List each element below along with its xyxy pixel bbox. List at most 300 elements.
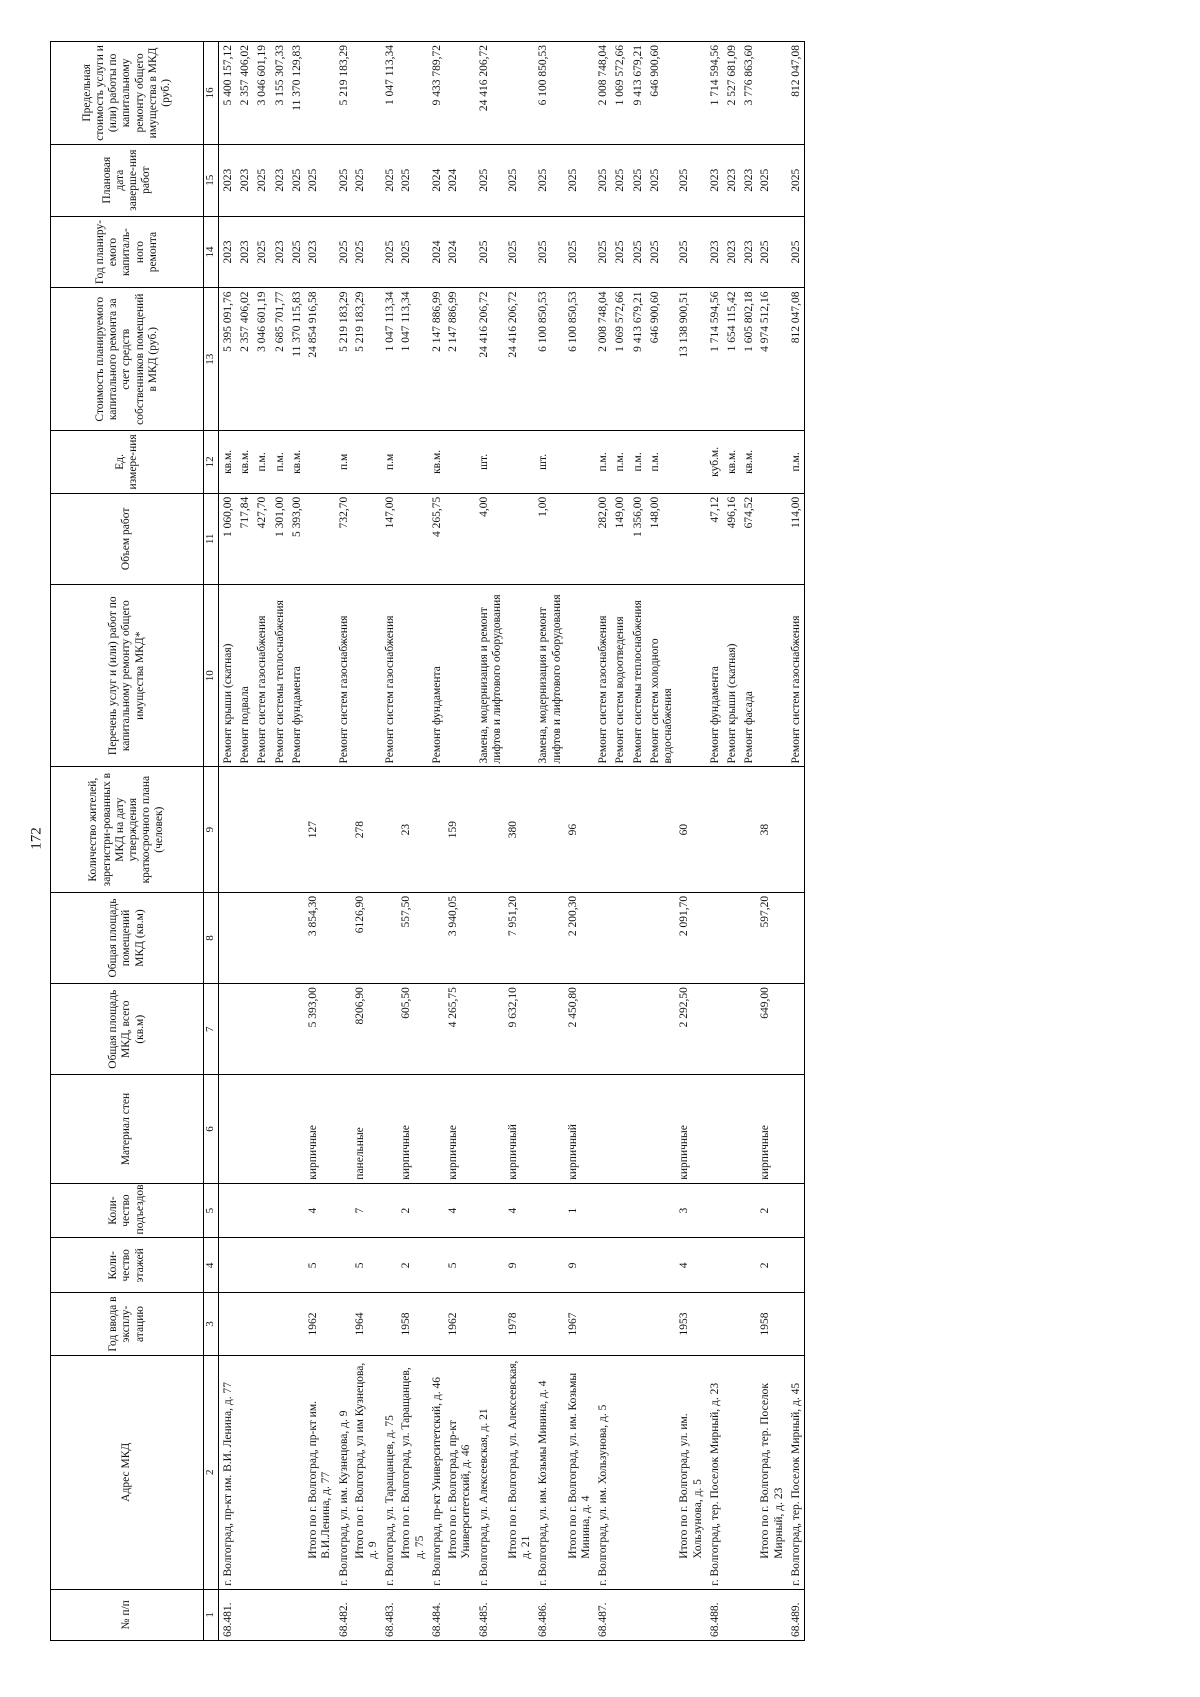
- cell-col-14: 2023: [236, 216, 253, 288]
- cell-col-6: кирпичные: [398, 1075, 427, 1183]
- cell-col-3: 1964: [352, 1293, 381, 1356]
- cell-col-13: 11 370 115,83: [288, 288, 305, 431]
- cell-col-13: 5 395 091,76: [219, 288, 237, 431]
- cell-col-16: 646 900,60: [646, 42, 676, 145]
- column-header-2: Адрес МКД: [51, 1355, 204, 1589]
- cell-col-7: [740, 984, 757, 1075]
- cell-col-4: 5: [305, 1238, 334, 1293]
- cell-col-7: 5 393,00: [305, 984, 334, 1075]
- cell-col-3: [475, 1293, 505, 1356]
- cell-col-4: 5: [445, 1238, 474, 1293]
- cell-col-5: 7: [352, 1183, 381, 1238]
- column-header-16: Предельная стоимость услуги и (или) работы по капитальному ремонту общего имущества в МКД (руб.): [51, 42, 204, 145]
- cell-col-12: [305, 431, 334, 494]
- cell-col-14: 2025: [611, 216, 628, 288]
- cell-col-11: 1 356,00: [629, 493, 646, 584]
- cell-col-11: 114,00: [787, 493, 805, 584]
- cell-col-14: 2025: [534, 216, 564, 288]
- cell-col-2: г. Волгоград, ул. Алексеевская, д. 21: [475, 1355, 505, 1589]
- cell-col-16: 11 370 129,83: [288, 42, 305, 145]
- table-row: [706, 42, 723, 1641]
- cell-col-11: [398, 493, 427, 584]
- cell-col-8: [475, 892, 505, 983]
- cell-col-5: 1: [565, 1183, 594, 1238]
- cell-col-10: [505, 584, 534, 766]
- cell-col-2: Итого по г. Волгоград, ул. Алексеевская, д. 21: [505, 1355, 534, 1589]
- cell-col-13: 5 219 183,29: [352, 288, 381, 431]
- cell-col-5: 4: [505, 1183, 534, 1238]
- cell-col-4: [381, 1238, 398, 1293]
- cell-col-15: 2025: [352, 144, 381, 216]
- cell-col-1: [611, 1589, 628, 1640]
- cell-col-3: [629, 1293, 646, 1356]
- cell-col-6: кирпичные: [305, 1075, 334, 1183]
- cell-col-16: [445, 42, 474, 145]
- cell-col-1: [445, 1589, 474, 1640]
- cell-col-7: [534, 984, 564, 1075]
- cell-col-12: кв.м.: [740, 431, 757, 494]
- cell-col-16: 1 714 594,56: [706, 42, 723, 145]
- cell-col-3: [271, 1293, 288, 1356]
- cell-col-16: [565, 42, 594, 145]
- cell-col-7: [236, 984, 253, 1075]
- cell-col-7: 9 632,10: [505, 984, 534, 1075]
- cell-col-5: [594, 1183, 611, 1238]
- cell-col-14: 2025: [335, 216, 352, 288]
- cell-col-14: 2024: [428, 216, 445, 288]
- cell-col-6: [381, 1075, 398, 1183]
- repair-plan-table: [50, 41, 805, 1641]
- cell-col-7: 605,50: [398, 984, 427, 1075]
- cell-col-1: [236, 1589, 253, 1640]
- cell-col-2: [288, 1355, 305, 1589]
- cell-col-15: 2025: [305, 144, 334, 216]
- column-number-9: 9: [204, 767, 219, 892]
- cell-col-6: [236, 1075, 253, 1183]
- cell-col-13: 1 069 572,66: [611, 288, 628, 431]
- cell-col-8: [787, 892, 805, 983]
- cell-col-16: 3 776 863,60: [740, 42, 757, 145]
- column-number-7: 7: [204, 984, 219, 1075]
- table-row: [253, 42, 270, 1641]
- cell-col-8: [594, 892, 611, 983]
- total-row: [352, 42, 381, 1641]
- cell-col-11: [352, 493, 381, 584]
- cell-col-2: г. Волгоград, пр-кт им. В.И. Ленина, д. 77: [219, 1355, 237, 1589]
- cell-col-4: [253, 1238, 270, 1293]
- cell-col-6: [253, 1075, 270, 1183]
- cell-col-2: Итого по г. Волгоград, ул им Кузнецова, д. 9: [352, 1355, 381, 1589]
- cell-col-14: 2025: [787, 216, 805, 288]
- cell-col-7: 8206,90: [352, 984, 381, 1075]
- cell-col-13: 13 138 900,51: [676, 288, 705, 431]
- cell-col-4: [629, 1238, 646, 1293]
- cell-col-1: 68.484.: [428, 1589, 445, 1640]
- cell-col-6: кирпичный: [505, 1075, 534, 1183]
- cell-col-8: [428, 892, 445, 983]
- table-row: [594, 42, 611, 1641]
- cell-col-4: [594, 1238, 611, 1293]
- cell-col-4: 9: [565, 1238, 594, 1293]
- cell-col-2: Итого по г. Волгоград, ул. им. Хользунова, д. 5: [676, 1355, 705, 1589]
- cell-col-8: [723, 892, 740, 983]
- cell-col-13: 2 008 748,04: [594, 288, 611, 431]
- cell-col-10: Ремонт фундамента: [288, 584, 305, 766]
- column-number-14: 14: [204, 216, 219, 288]
- cell-col-10: [398, 584, 427, 766]
- cell-col-11: 5 393,00: [288, 493, 305, 584]
- cell-col-4: [219, 1238, 237, 1293]
- cell-col-4: [534, 1238, 564, 1293]
- cell-col-9: 380: [505, 767, 534, 892]
- cell-col-5: 4: [445, 1183, 474, 1238]
- cell-col-6: кирпичные: [445, 1075, 474, 1183]
- cell-col-12: п.м.: [611, 431, 628, 494]
- cell-col-7: [646, 984, 676, 1075]
- cell-col-14: 2025: [565, 216, 594, 288]
- cell-col-12: п.м.: [271, 431, 288, 494]
- cell-col-3: [381, 1293, 398, 1356]
- cell-col-15: 2025: [381, 144, 398, 216]
- cell-col-6: кирпичные: [757, 1075, 786, 1183]
- cell-col-12: п.м.: [594, 431, 611, 494]
- column-number-15: 15: [204, 144, 219, 216]
- cell-col-8: 3 940,05: [445, 892, 474, 983]
- column-header-8: Общая площадь помещений МКД (кв.м): [51, 892, 204, 983]
- column-number-11: 11: [204, 493, 219, 584]
- cell-col-8: [706, 892, 723, 983]
- cell-col-13: 2 147 886,99: [428, 288, 445, 431]
- cell-col-5: [381, 1183, 398, 1238]
- cell-col-12: кв.м.: [236, 431, 253, 494]
- cell-col-14: 2025: [288, 216, 305, 288]
- table-row: [381, 42, 398, 1641]
- cell-col-10: Ремонт фасада: [740, 584, 757, 766]
- cell-col-8: [740, 892, 757, 983]
- cell-col-12: п.м.: [787, 431, 805, 494]
- cell-col-7: 2 292,50: [676, 984, 705, 1075]
- cell-col-10: [676, 584, 705, 766]
- cell-col-2: г. Волгоград, ул. им. Кузнецова, д. 9: [335, 1355, 352, 1589]
- column-number-16: 16: [204, 42, 219, 145]
- cell-col-13: 24 416 206,72: [475, 288, 505, 431]
- cell-col-2: [629, 1355, 646, 1589]
- cell-col-8: [236, 892, 253, 983]
- cell-col-16: 2 357 406,02: [236, 42, 253, 145]
- cell-col-6: кирпичный: [565, 1075, 594, 1183]
- cell-col-6: кирпичные: [676, 1075, 705, 1183]
- cell-col-6: [288, 1075, 305, 1183]
- cell-col-13: 24 416 206,72: [505, 288, 534, 431]
- cell-col-9: [723, 767, 740, 892]
- cell-col-11: 4 265,75: [428, 493, 445, 584]
- cell-col-16: 1 069 572,66: [611, 42, 628, 145]
- cell-col-16: 2 527 681,09: [723, 42, 740, 145]
- cell-col-14: 2025: [757, 216, 786, 288]
- table-row: [219, 42, 237, 1641]
- cell-col-15: 2025: [288, 144, 305, 216]
- table-row: [740, 42, 757, 1641]
- cell-col-3: [594, 1293, 611, 1356]
- column-header-11: Объем работ: [51, 493, 204, 584]
- cell-col-9: 23: [398, 767, 427, 892]
- cell-col-7: [253, 984, 270, 1075]
- cell-col-16: 9 433 789,72: [428, 42, 445, 145]
- table-row: [629, 42, 646, 1641]
- cell-col-6: [594, 1075, 611, 1183]
- cell-col-9: [534, 767, 564, 892]
- cell-col-9: [288, 767, 305, 892]
- cell-col-13: 4 974 512,16: [757, 288, 786, 431]
- cell-col-9: 278: [352, 767, 381, 892]
- cell-col-9: [706, 767, 723, 892]
- cell-col-11: 1 060,00: [219, 493, 237, 584]
- cell-col-13: 9 413 679,21: [629, 288, 646, 431]
- cell-col-5: [288, 1183, 305, 1238]
- cell-col-9: [740, 767, 757, 892]
- cell-col-3: 1958: [757, 1293, 786, 1356]
- cell-col-16: [398, 42, 427, 145]
- cell-col-14: 2024: [445, 216, 474, 288]
- cell-col-10: [305, 584, 334, 766]
- cell-col-9: [335, 767, 352, 892]
- cell-col-15: 2025: [475, 144, 505, 216]
- cell-col-8: [534, 892, 564, 983]
- cell-col-9: [594, 767, 611, 892]
- cell-col-16: 9 413 679,21: [629, 42, 646, 145]
- cell-col-9: [646, 767, 676, 892]
- cell-col-6: [706, 1075, 723, 1183]
- cell-col-7: [629, 984, 646, 1075]
- cell-col-5: [428, 1183, 445, 1238]
- cell-col-13: 1 047 113,34: [381, 288, 398, 431]
- cell-col-11: 149,00: [611, 493, 628, 584]
- cell-col-2: Итого по г. Волгоград, ул. им. Козьмы Минина, д. 4: [565, 1355, 594, 1589]
- cell-col-14: 2025: [505, 216, 534, 288]
- cell-col-7: [288, 984, 305, 1075]
- cell-col-5: 2: [398, 1183, 427, 1238]
- cell-col-1: [288, 1589, 305, 1640]
- column-number-8: 8: [204, 892, 219, 983]
- column-header-15: Плановая дата заверше-ния работ: [51, 144, 204, 216]
- cell-col-9: [271, 767, 288, 892]
- cell-col-13: 812 047,08: [787, 288, 805, 431]
- cell-col-2: г. Волгоград, ул. им. Хользунова, д. 5: [594, 1355, 611, 1589]
- cell-col-14: 2025: [381, 216, 398, 288]
- cell-col-6: [611, 1075, 628, 1183]
- cell-col-4: 2: [757, 1238, 786, 1293]
- cell-col-10: Ремонт систем газоснабжения: [253, 584, 270, 766]
- cell-col-1: [253, 1589, 270, 1640]
- cell-col-10: Замена, модернизация и ремонт лифтов и лифтового оборудования: [534, 584, 564, 766]
- table-row: [534, 42, 564, 1641]
- cell-col-12: кв.м.: [288, 431, 305, 494]
- cell-col-5: [629, 1183, 646, 1238]
- cell-col-10: Ремонт фундамента: [706, 584, 723, 766]
- cell-col-3: [787, 1293, 805, 1356]
- column-number-row: [204, 42, 219, 1641]
- cell-col-4: [271, 1238, 288, 1293]
- cell-col-13: 2 685 701,77: [271, 288, 288, 431]
- cell-col-13: 646 900,60: [646, 288, 676, 431]
- cell-col-4: 4: [676, 1238, 705, 1293]
- cell-col-9: 60: [676, 767, 705, 892]
- cell-col-1: [505, 1589, 534, 1640]
- cell-col-3: [253, 1293, 270, 1356]
- cell-col-8: 557,50: [398, 892, 427, 983]
- cell-col-12: п.м.: [253, 431, 270, 494]
- cell-col-16: 5 400 157,12: [219, 42, 237, 145]
- column-number-10: 10: [204, 584, 219, 766]
- table-row: [288, 42, 305, 1641]
- cell-col-14: 2023: [271, 216, 288, 288]
- cell-col-15: 2025: [335, 144, 352, 216]
- cell-col-11: 427,70: [253, 493, 270, 584]
- cell-col-16: [676, 42, 705, 145]
- cell-col-5: [236, 1183, 253, 1238]
- cell-col-12: п.м.: [629, 431, 646, 494]
- cell-col-12: [445, 431, 474, 494]
- cell-col-1: 68.486.: [534, 1589, 564, 1640]
- cell-col-4: [475, 1238, 505, 1293]
- cell-col-6: [723, 1075, 740, 1183]
- cell-col-1: [646, 1589, 676, 1640]
- cell-col-12: [398, 431, 427, 494]
- cell-col-10: Ремонт систем водоотведения: [611, 584, 628, 766]
- cell-col-14: 2023: [706, 216, 723, 288]
- cell-col-2: г. Волгоград, пр-кт Университетский, д. 46: [428, 1355, 445, 1589]
- cell-col-14: 2023: [305, 216, 334, 288]
- cell-col-4: [706, 1238, 723, 1293]
- total-row: [565, 42, 594, 1641]
- cell-col-15: 2023: [236, 144, 253, 216]
- cell-col-11: 717,84: [236, 493, 253, 584]
- cell-col-10: Ремонт системы теплоснабжения: [271, 584, 288, 766]
- column-header-3: Год ввода в эксплу-атацию: [51, 1293, 204, 1356]
- cell-col-1: 68.487.: [594, 1589, 611, 1640]
- cell-col-8: 6126,90: [352, 892, 381, 983]
- cell-col-13: 5 219 183,29: [335, 288, 352, 431]
- table-row: [271, 42, 288, 1641]
- table-row: [428, 42, 445, 1641]
- cell-col-15: 2024: [445, 144, 474, 216]
- cell-col-4: [723, 1238, 740, 1293]
- cell-col-15: 2025: [398, 144, 427, 216]
- cell-col-5: [787, 1183, 805, 1238]
- cell-col-10: Ремонт системы теплоснабжения: [629, 584, 646, 766]
- cell-col-7: [219, 984, 237, 1075]
- cell-col-9: 96: [565, 767, 594, 892]
- cell-col-8: [219, 892, 237, 983]
- cell-col-15: 2023: [219, 144, 237, 216]
- cell-col-1: [565, 1589, 594, 1640]
- cell-col-11: 1 301,00: [271, 493, 288, 584]
- cell-col-16: [757, 42, 786, 145]
- cell-col-12: [505, 431, 534, 494]
- cell-col-6: [335, 1075, 352, 1183]
- cell-col-5: [740, 1183, 757, 1238]
- cell-col-11: 47,12: [706, 493, 723, 584]
- cell-col-9: [236, 767, 253, 892]
- cell-col-7: [381, 984, 398, 1075]
- table-row: [475, 42, 505, 1641]
- cell-col-1: 68.488.: [706, 1589, 723, 1640]
- cell-col-3: [534, 1293, 564, 1356]
- cell-col-12: п.м: [335, 431, 352, 494]
- cell-col-4: [646, 1238, 676, 1293]
- cell-col-3: [740, 1293, 757, 1356]
- cell-col-6: [646, 1075, 676, 1183]
- cell-col-13: 1 605 802,18: [740, 288, 757, 431]
- cell-col-5: [253, 1183, 270, 1238]
- cell-col-4: [740, 1238, 757, 1293]
- cell-col-3: 1978: [505, 1293, 534, 1356]
- cell-col-10: [757, 584, 786, 766]
- cell-col-2: г. Волгоград, ул. Таращанцев, д. 75: [381, 1355, 398, 1589]
- cell-col-11: 148,00: [646, 493, 676, 584]
- cell-col-6: [740, 1075, 757, 1183]
- cell-col-2: г. Волгоград, тер. Поселок Мирный, д. 23: [706, 1355, 723, 1589]
- cell-col-10: Ремонт систем холодного водоснабжения: [646, 584, 676, 766]
- cell-col-4: [428, 1238, 445, 1293]
- cell-col-12: п.м: [381, 431, 398, 494]
- cell-col-5: [646, 1183, 676, 1238]
- cell-col-7: 649,00: [757, 984, 786, 1075]
- cell-col-4: [787, 1238, 805, 1293]
- cell-col-1: [629, 1589, 646, 1640]
- cell-col-16: 24 416 206,72: [475, 42, 505, 145]
- cell-col-15: 2025: [611, 144, 628, 216]
- cell-col-3: [236, 1293, 253, 1356]
- cell-col-10: Ремонт систем газоснабжения: [594, 584, 611, 766]
- table-row: [236, 42, 253, 1641]
- cell-col-8: [288, 892, 305, 983]
- cell-col-15: 2025: [534, 144, 564, 216]
- cell-col-16: 1 047 113,34: [381, 42, 398, 145]
- cell-col-13: 1 047 113,34: [398, 288, 427, 431]
- cell-col-1: [398, 1589, 427, 1640]
- cell-col-9: [787, 767, 805, 892]
- cell-col-15: 2025: [565, 144, 594, 216]
- cell-col-5: 3: [676, 1183, 705, 1238]
- cell-col-2: [253, 1355, 270, 1589]
- cell-col-11: [445, 493, 474, 584]
- cell-col-8: 2 091,70: [676, 892, 705, 983]
- cell-col-6: панельные: [352, 1075, 381, 1183]
- cell-col-9: [611, 767, 628, 892]
- cell-col-8: [629, 892, 646, 983]
- cell-col-14: 2025: [352, 216, 381, 288]
- cell-col-15: 2025: [505, 144, 534, 216]
- cell-col-8: 597,20: [757, 892, 786, 983]
- cell-col-12: [565, 431, 594, 494]
- cell-col-11: 732,70: [335, 493, 352, 584]
- cell-col-4: 2: [398, 1238, 427, 1293]
- cell-col-15: 2023: [740, 144, 757, 216]
- column-header-10: Перечень услуг и (или) работ по капитальному ремонту общего имущества МКД*: [51, 584, 204, 766]
- cell-col-15: 2025: [253, 144, 270, 216]
- cell-col-11: 147,00: [381, 493, 398, 584]
- cell-col-7: [271, 984, 288, 1075]
- cell-col-11: 1,00: [534, 493, 564, 584]
- cell-col-6: [787, 1075, 805, 1183]
- cell-col-1: [757, 1589, 786, 1640]
- cell-col-9: 38: [757, 767, 786, 892]
- cell-col-8: [611, 892, 628, 983]
- cell-col-16: [352, 42, 381, 145]
- cell-col-11: 282,00: [594, 493, 611, 584]
- cell-col-13: 3 046 601,19: [253, 288, 270, 431]
